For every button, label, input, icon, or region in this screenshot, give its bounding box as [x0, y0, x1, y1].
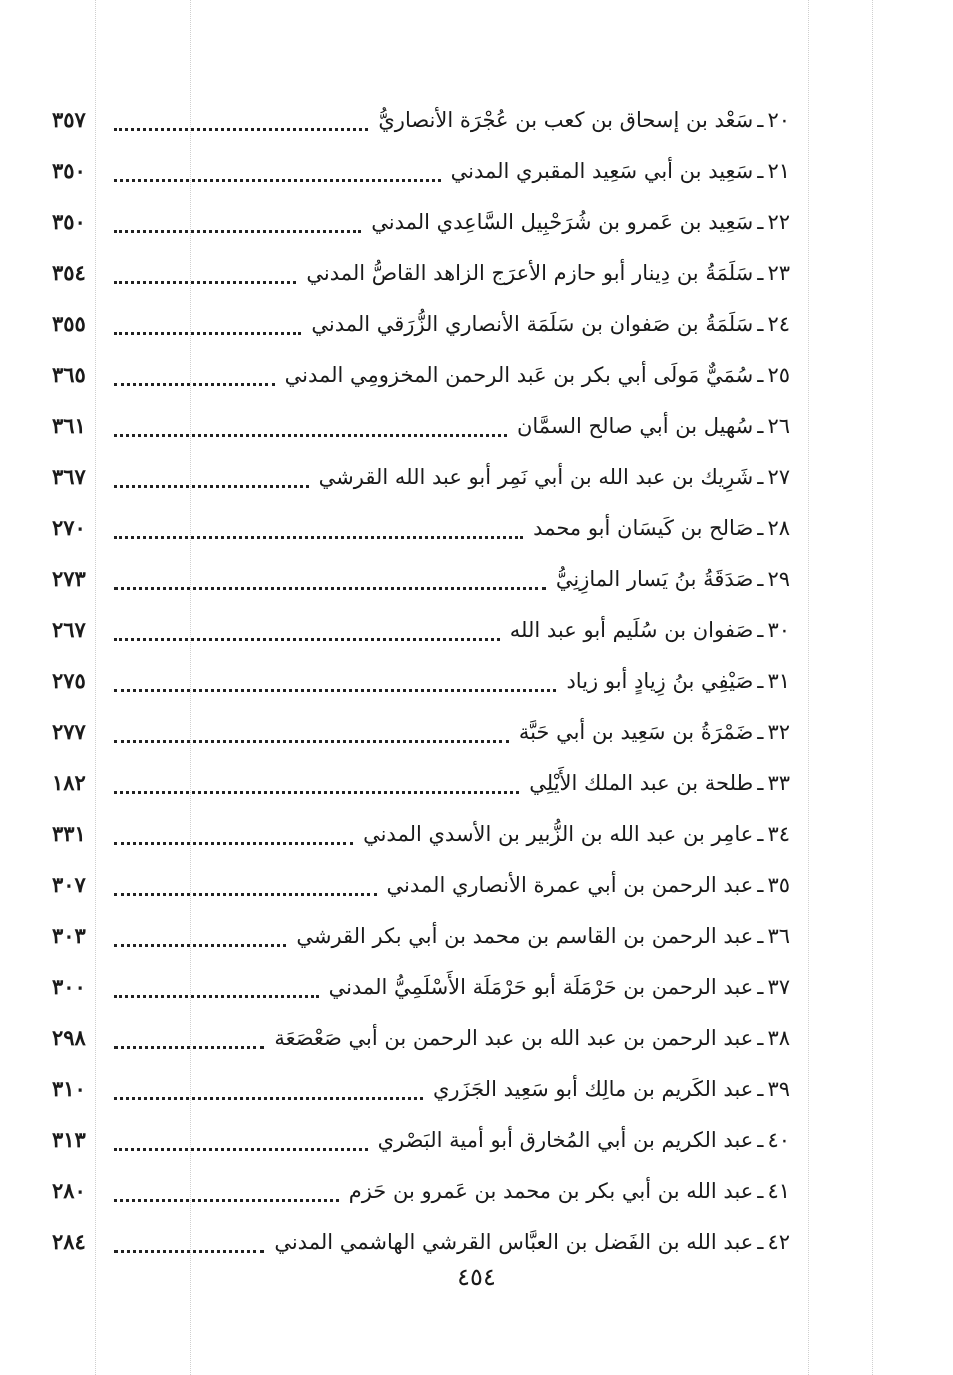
entry-number: ٤١ — [767, 1179, 790, 1203]
entry-number: ٣٢ — [767, 720, 790, 744]
entry-separator: ـ — [757, 108, 764, 132]
entry-name: عبد الكَريم بن مالِك أبو سَعِيد الجَزَري — [432, 1077, 754, 1101]
dot-leader — [114, 1199, 339, 1202]
entry-separator: ـ — [757, 1230, 764, 1254]
entry-page-ref: ٣٥٧ — [52, 107, 86, 132]
dot-leader — [114, 791, 519, 794]
entry-number: ٣٤ — [767, 822, 790, 846]
entry-name: طلحة بن عبد الملك الأَيْلِي — [529, 771, 754, 795]
entry-separator: ـ — [757, 873, 764, 897]
toc-entry — [52, 655, 790, 706]
dot-leader — [114, 332, 301, 335]
entry-separator: ـ — [757, 261, 764, 285]
entry-name: عبد الله بن أبي بكر بن محمد بن عَمرو بن حَزم — [348, 1179, 754, 1203]
entry-number: ٢٤ — [767, 312, 790, 336]
entry-page-ref: ٢٨٠ — [52, 1178, 86, 1203]
entry-name: عبد الرحمن بن القاسم بن محمد بن أبي بكر القرشي — [296, 924, 754, 948]
dot-leader — [114, 893, 377, 896]
entry-page-ref: ٢٧٧ — [52, 719, 86, 744]
entry-separator: ـ — [757, 1026, 764, 1050]
toc-entry — [52, 349, 790, 400]
entry-number: ٢٠ — [767, 108, 790, 132]
entry-name: شَرِيك بن عبد الله بن أبي نَمِر أبو عبد الله القرشي — [318, 465, 754, 489]
entry-page-ref: ٣١٣ — [52, 1127, 86, 1152]
entry-name: عبد الرحمن بن عبد الله بن عبد الرحمن بن أبي صَعْصَعَة — [274, 1026, 754, 1050]
toc-entry — [52, 247, 790, 298]
entry-number: ٢٧ — [767, 465, 790, 489]
entry-page-ref: ٣٠٧ — [52, 872, 86, 897]
entry-page-ref: ٣٥٥ — [52, 311, 86, 336]
entry-separator: ـ — [757, 618, 764, 642]
entry-page-ref: ٢٨٤ — [52, 1229, 86, 1254]
entry-separator: ـ — [757, 465, 764, 489]
toc-entry — [52, 553, 790, 604]
entry-page-ref: ٣٦٥ — [52, 362, 86, 387]
entry-separator: ـ — [757, 567, 764, 591]
entry-separator: ـ — [757, 1179, 764, 1203]
entry-separator: ـ — [757, 414, 764, 438]
toc-entry — [52, 1012, 790, 1063]
entry-number: ٣١ — [767, 669, 790, 693]
dot-leader — [114, 638, 500, 641]
entry-page-ref: ٣٠٠ — [52, 974, 86, 999]
dot-leader — [114, 1097, 423, 1100]
page-number: ٤٥٤ — [457, 1263, 496, 1291]
entry-separator: ـ — [757, 822, 764, 846]
entry-number: ٣٨ — [767, 1026, 790, 1050]
entry-separator: ـ — [757, 312, 764, 336]
entry-number: ٤٠ — [767, 1128, 790, 1152]
entry-name: ضَمْرَةُ بن سَعِيد بن أبي حَبَّة — [518, 720, 754, 744]
dot-leader — [114, 485, 309, 488]
entry-number: ٣٣ — [767, 771, 790, 795]
entry-separator: ـ — [757, 669, 764, 693]
entry-number: ٣٩ — [767, 1077, 790, 1101]
entry-number: ٣٥ — [767, 873, 790, 897]
entry-page-ref: ٣٣١ — [52, 821, 86, 846]
entry-name: سَعِيد بن عَمرو بن شُرَحْبِيل السَّاعِدي المدني — [371, 210, 754, 234]
entry-name: سَلَمَةُ بن صَفوان بن سَلَمَة الأنصاري الزُّرَقي المدني — [311, 312, 754, 336]
entry-page-ref: ٣١٠ — [52, 1076, 86, 1101]
toc-entry — [52, 706, 790, 757]
entry-number: ٣٦ — [767, 924, 790, 948]
dot-leader — [114, 434, 507, 437]
entry-name: سُمَيٌّ مَولَى أبي بكر بن عَبد الرحمن المخزومِي المدني — [284, 363, 754, 387]
entry-number: ٢٨ — [767, 516, 790, 540]
dot-leader — [114, 995, 319, 998]
toc-entry — [52, 1063, 790, 1114]
entry-number: ٣٧ — [767, 975, 790, 999]
dot-leader — [114, 944, 286, 947]
entry-name: سَعْد بن إسحاق بن كعب بن عُجْرَة الأنصاريُّ — [378, 108, 754, 132]
entry-number: ٣٠ — [767, 618, 790, 642]
entry-number: ٢٥ — [767, 363, 790, 387]
entry-separator: ـ — [757, 1077, 764, 1101]
dot-leader — [114, 1148, 368, 1151]
entry-separator: ـ — [757, 159, 764, 183]
entry-name: عبد الكريم بن أبي المُخارق أبو أمية البَصْري — [377, 1128, 754, 1152]
dot-leader — [114, 842, 353, 845]
entry-name: صَيْفِي بنُ زِيادٍ أبو زياد — [566, 669, 754, 693]
entry-separator: ـ — [757, 771, 764, 795]
dot-leader — [114, 230, 361, 233]
entry-separator: ـ — [757, 516, 764, 540]
entry-name: صَالح بن كَيسَان أبو محمد — [533, 516, 754, 540]
entry-number: ٢٦ — [767, 414, 790, 438]
dot-leader — [114, 281, 296, 284]
entry-separator: ـ — [757, 924, 764, 948]
dot-leader — [114, 383, 275, 386]
entry-separator: ـ — [757, 363, 764, 387]
toc-entry — [52, 808, 790, 859]
entry-page-ref: ٣٦٧ — [52, 464, 86, 489]
entry-name: عامِر بن عبد الله بن الزُّبير بن الأسدي المدني — [363, 822, 754, 846]
toc-entry — [52, 1165, 790, 1216]
entry-name: عبد الرحمن بن حَرْمَلَة أبو حَرْمَلَة الأَسْلَمِيُّ المدني — [328, 975, 754, 999]
entry-page-ref: ٢٦٧ — [52, 617, 86, 642]
dot-leader — [114, 179, 441, 182]
toc-entry — [52, 859, 790, 910]
entry-separator: ـ — [757, 210, 764, 234]
entry-page-ref: ٣٦١ — [52, 413, 86, 438]
table-of-contents — [52, 94, 790, 1267]
toc-entry — [52, 400, 790, 451]
toc-entry — [52, 298, 790, 349]
entry-name: عبد الله بن الفَضل بن العبَّاس القرشي الهاشمي المدني — [274, 1230, 754, 1254]
toc-entry — [52, 604, 790, 655]
entry-page-ref: ٢٧٥ — [52, 668, 86, 693]
entry-page-ref: ٢٩٨ — [52, 1025, 86, 1050]
dot-leader — [114, 587, 546, 590]
scan-artifact-line — [808, 0, 809, 1375]
toc-entry — [52, 451, 790, 502]
entry-page-ref: ٢٧٣ — [52, 566, 86, 591]
entry-name: صَفوان بن سُلَيم أبو عبد الله — [509, 618, 754, 642]
toc-entry — [52, 94, 790, 145]
dot-leader — [114, 128, 368, 131]
dot-leader — [114, 536, 523, 539]
entry-page-ref: ٢٧٠ — [52, 515, 86, 540]
toc-entry — [52, 1114, 790, 1165]
entry-page-ref: ٣٥٠ — [52, 209, 86, 234]
entry-page-ref: ٣٥٤ — [52, 260, 86, 285]
entry-separator: ـ — [757, 975, 764, 999]
dot-leader — [114, 1250, 264, 1253]
toc-entry — [52, 502, 790, 553]
entry-number: ٢٢ — [767, 210, 790, 234]
entry-name: سُهيل بن أبي صالح السمَّان — [516, 414, 754, 438]
entry-number: ٢٣ — [767, 261, 790, 285]
entry-name: صَدَقَةُ بنُ يَسار المازِنِيُّ — [555, 567, 754, 591]
scan-artifact-line — [872, 0, 873, 1375]
entry-separator: ـ — [757, 1128, 764, 1152]
dot-leader — [114, 689, 556, 692]
toc-entry — [52, 910, 790, 961]
entry-page-ref: ٣٥٠ — [52, 158, 86, 183]
toc-entry — [52, 961, 790, 1012]
entry-page-ref: ٣٠٣ — [52, 923, 86, 948]
entry-name: عبد الرحمن بن أبي عمرة الأنصاري المدني — [386, 873, 754, 897]
entry-name: سَلَمَةُ بن دِينار أبو حازم الأعرَج الزاهد القاصُّ المدني — [306, 261, 754, 285]
entry-number: ٢١ — [767, 159, 790, 183]
toc-entry — [52, 145, 790, 196]
entry-page-ref: ١٨٢ — [52, 770, 86, 795]
toc-entry — [52, 1216, 790, 1267]
dot-leader — [114, 1046, 264, 1049]
entry-separator: ـ — [757, 720, 764, 744]
toc-entry — [52, 757, 790, 808]
entry-number: ٢٩ — [767, 567, 790, 591]
entry-name: سَعِيد بن أبي سَعِيد المقبري المدني — [450, 159, 754, 183]
toc-entry — [52, 196, 790, 247]
entry-number: ٤٢ — [767, 1230, 790, 1254]
dot-leader — [114, 740, 509, 743]
